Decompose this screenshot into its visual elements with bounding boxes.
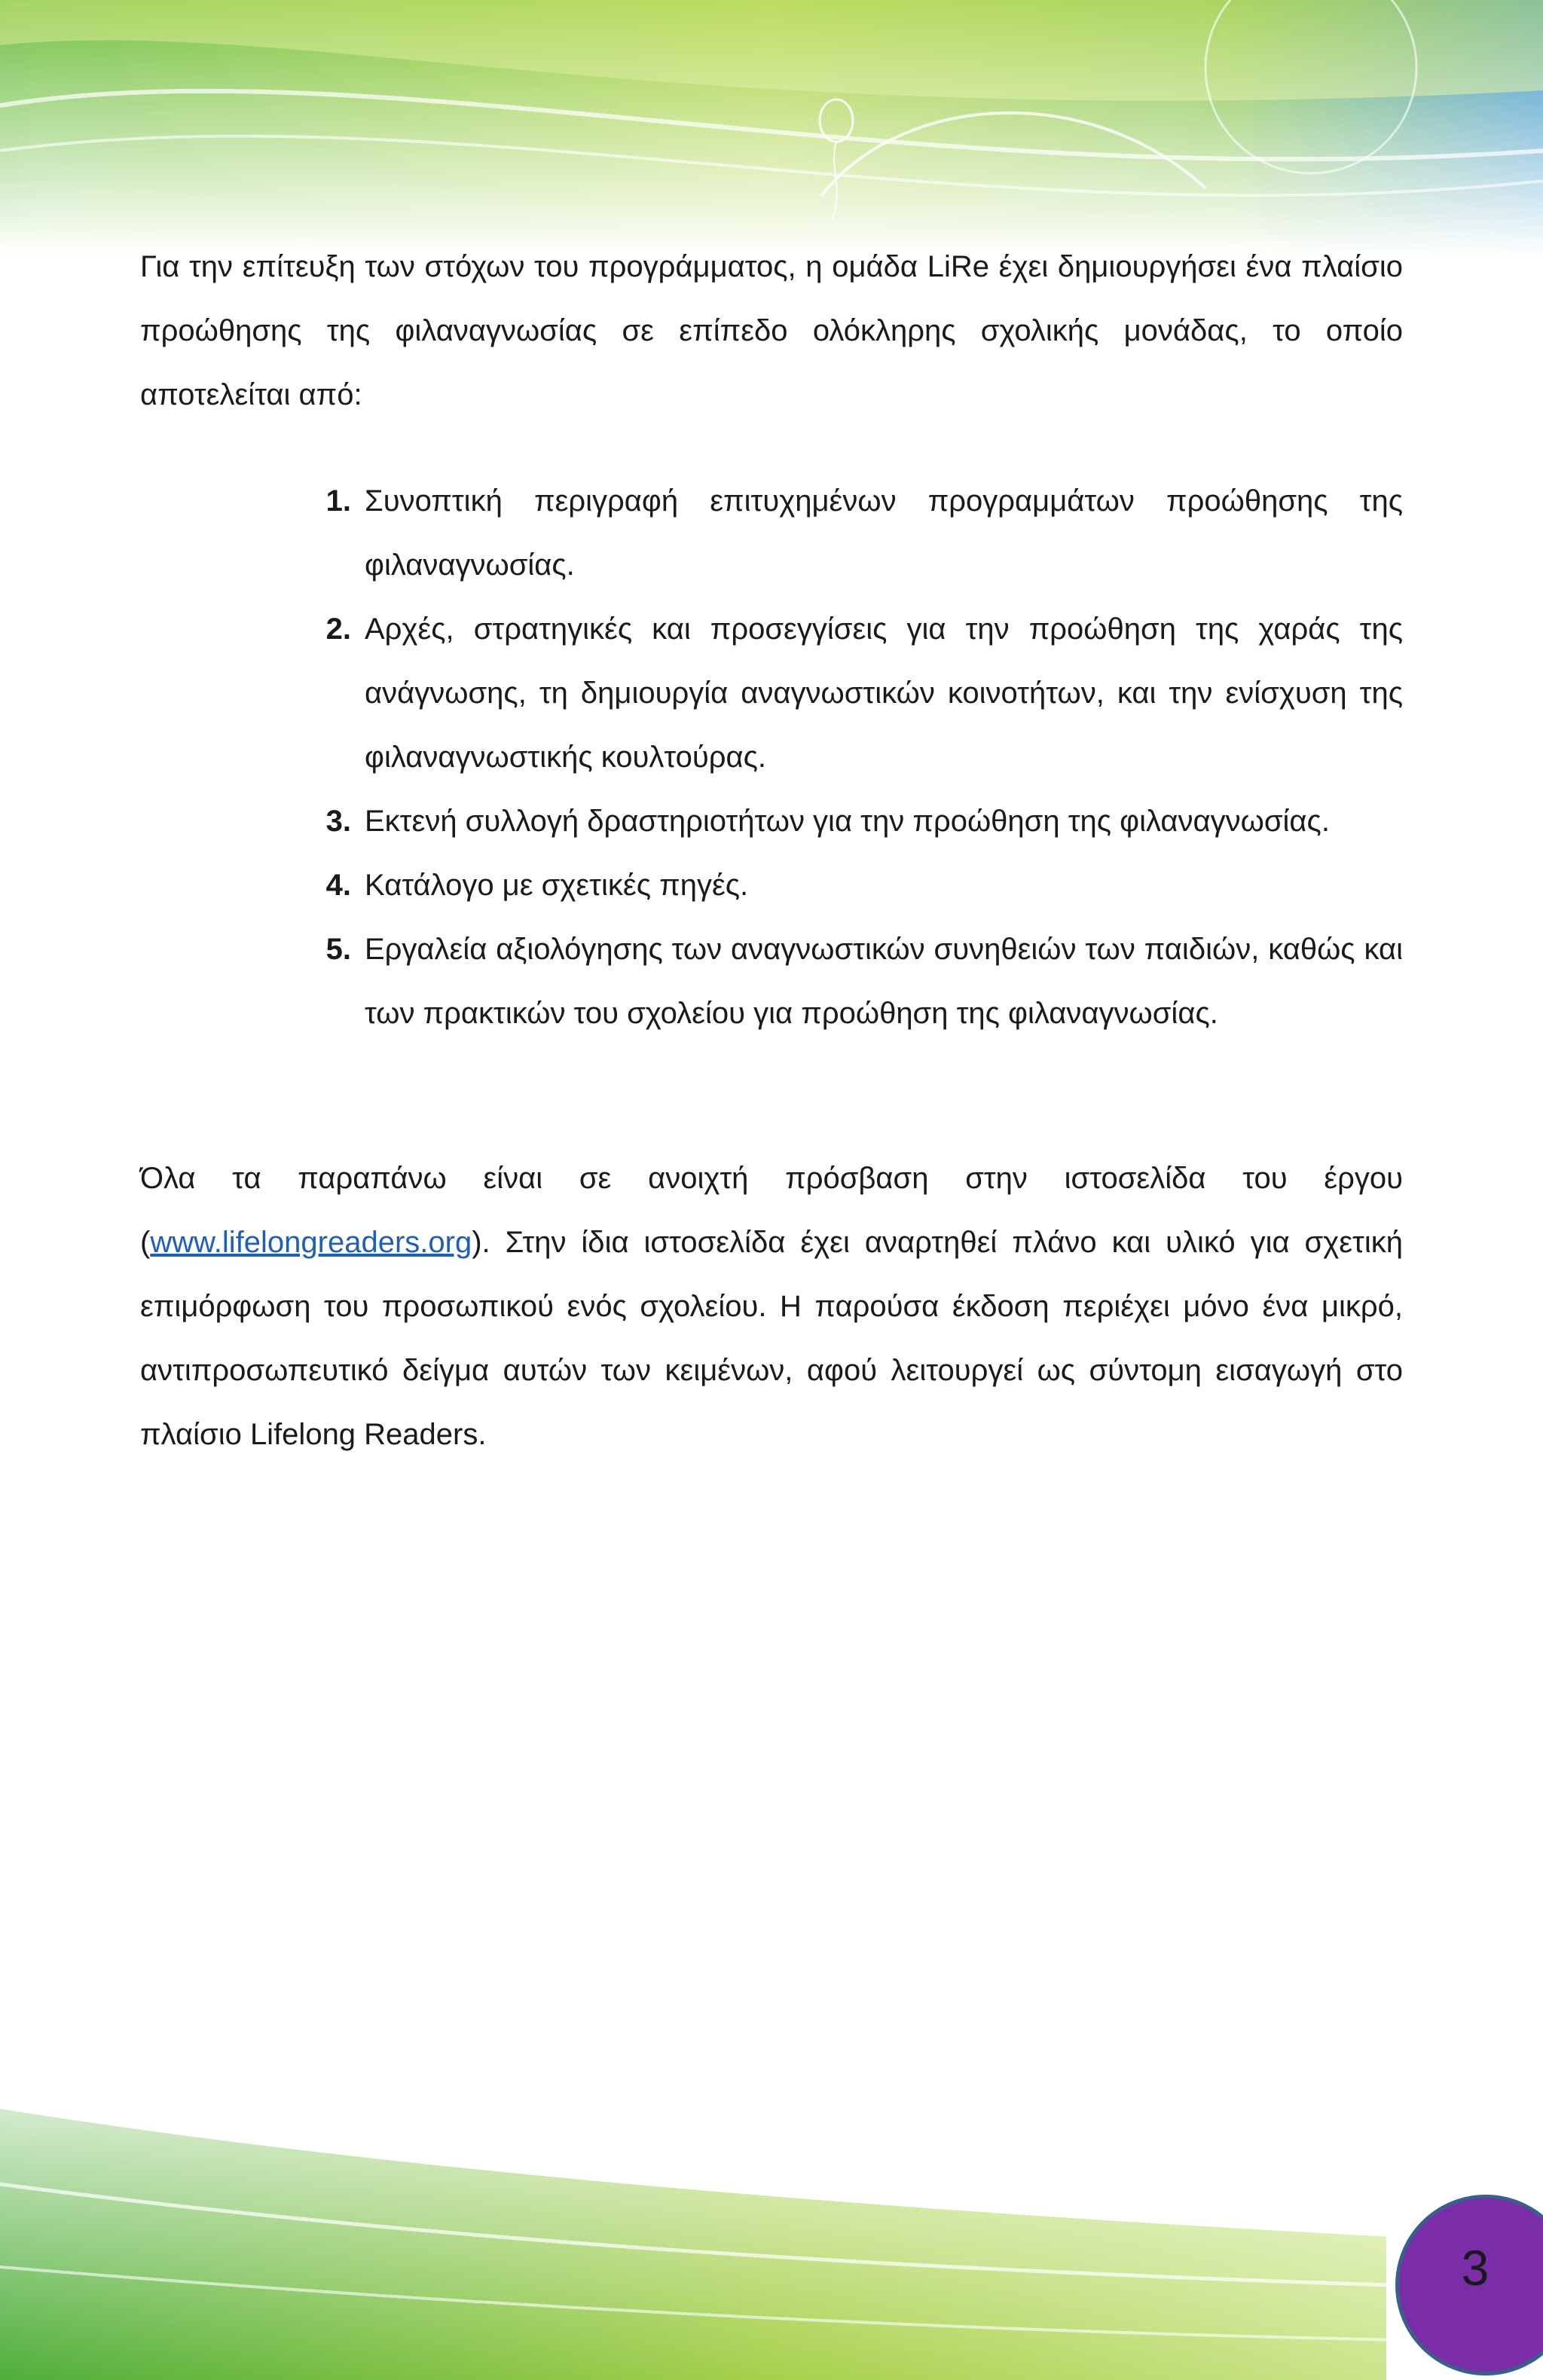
list-number: 1. [325,484,351,518]
closing-text-before: Όλα τα παραπάνω είναι σε ανοιχτή πρόσβαση στην ιστοσελίδα του έργου ( [140,1162,1403,1259]
list-item [140,790,1403,854]
list-item [140,854,1403,918]
list-item [140,469,1403,597]
footer-decoration [0,2018,1543,2380]
intro-paragraph: Για την επίτευξη των στόχων του προγράμματος, η ομάδα LiRe έχει δημιουργήσει ένα πλαίσιο προώθησης της φιλαναγνωσίας σε επίπεδο ολόκληρης σχολικής μονάδας, το οποίο αποτελείται από: [140,250,1403,411]
list-text: Εργαλεία αξιολόγησης των αναγνωστικών συνηθειών των παιδιών, καθώς και των πρακτικών του σχολείου για προώθηση της φιλαναγνωσίας. [365,933,1403,1030]
list-item [140,918,1403,1046]
list-text: Συνοπτική περιγραφή επιτυχημένων προγραμμάτων προώθησης της φιλαναγνωσίας. [365,484,1403,582]
website-link[interactable]: www.lifelongreaders.org [150,1226,472,1259]
list-number: 4. [325,869,351,902]
list-text: Κατάλογο με σχετικές πηγές. [365,869,749,902]
list-item [140,597,1403,790]
page-number: 3 [1461,2240,1490,2296]
framework-list [140,469,1403,1046]
list-text: Εκτενή συλλογή δραστηριοτήτων για την προώθηση της φιλαναγνωσίας. [365,805,1330,838]
closing-paragraph [140,1147,1403,1467]
closing-text-after: ). Στην ίδια ιστοσελίδα έχει αναρτηθεί πλάνο και υλικό για σχετική επιμόρφωση του προσωπικού ενός σχολείου. Η παρούσα έκδοση περιέχει μόνο ένα μικρό, αντιπροσωπευτικό δείγμα αυτών των κειμένων, αφού λειτουργεί ως σύντομη εισαγωγή στο πλαίσιο Lifelong Readers. [140,1226,1403,1451]
list-number: 3. [325,805,351,838]
list-number: 2. [325,613,351,646]
header-decoration [0,0,1543,256]
list-number: 5. [325,933,351,966]
list-text: Αρχές, στρατηγικές και προσεγγίσεις για την προώθηση της χαράς της ανάγνωσης, τη δημιουργία αναγνωστικών κοινοτήτων, και την ενίσχυση της φιλαναγνωστικής κουλτούρας. [365,613,1403,774]
document-body [140,235,1403,1467]
